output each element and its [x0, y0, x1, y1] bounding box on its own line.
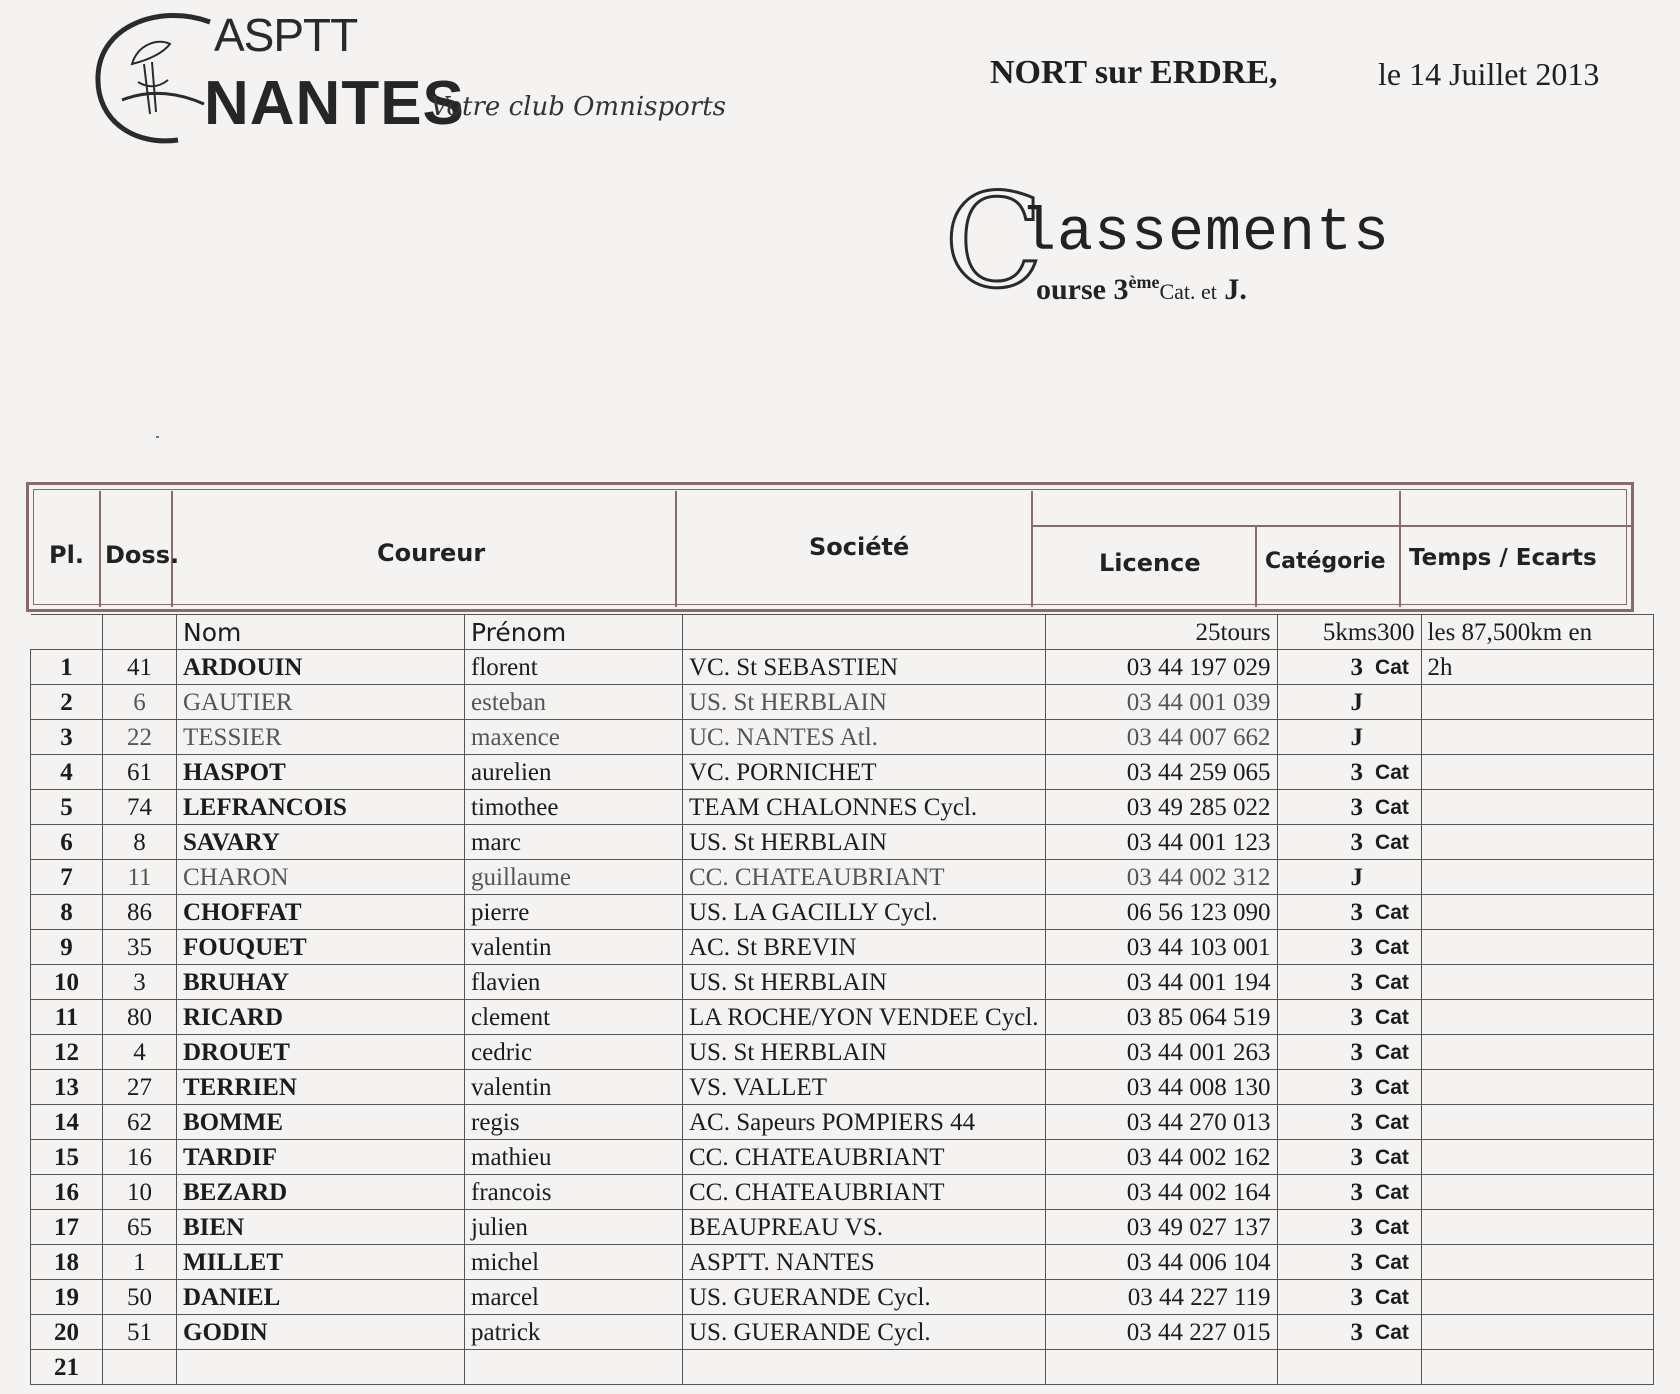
nom-cell: CHOFFAT: [177, 895, 465, 930]
licence-cell: 03 44 001 039: [1045, 685, 1277, 720]
licence-cell: 03 44 259 065: [1045, 755, 1277, 790]
prenom-cell: maxence: [465, 720, 683, 755]
table-row: [31, 1035, 1654, 1070]
place-cell: 18: [31, 1245, 103, 1280]
doss-cell: 16: [103, 1140, 177, 1175]
header-divider: [99, 491, 101, 607]
prenom-cell: mathieu: [465, 1140, 683, 1175]
logo-main-text: NANTES: [204, 69, 465, 138]
category-cell: Cat: [1369, 965, 1421, 1000]
col-licence: Licence: [1099, 549, 1201, 577]
col-coureur: Coureur: [377, 539, 486, 567]
category-number-cell: 3: [1277, 1280, 1369, 1315]
licence-cell: 06 56 123 090: [1045, 895, 1277, 930]
category-cell: Cat: [1369, 650, 1421, 685]
table-row: [31, 1105, 1654, 1140]
licence-cell: 03 44 270 013: [1045, 1105, 1277, 1140]
time-cell: [1421, 860, 1653, 895]
doss-cell: 6: [103, 685, 177, 720]
place-cell: 13: [31, 1070, 103, 1105]
category-cell: [1369, 1350, 1421, 1385]
category-cell: [1369, 720, 1421, 755]
prenom-cell: aurelien: [465, 755, 683, 790]
col-pl: Pl.: [49, 541, 84, 569]
nom-cell: TARDIF: [177, 1140, 465, 1175]
page-subtitle: [1036, 272, 1247, 307]
doss-cell: 74: [103, 790, 177, 825]
societe-cell: VC. St SEBASTIEN: [683, 650, 1046, 685]
time-cell: [1421, 1035, 1653, 1070]
place-cell: 12: [31, 1035, 103, 1070]
nom-cell: BRUHAY: [177, 965, 465, 1000]
place-cell: 4: [31, 755, 103, 790]
doss-cell: 51: [103, 1315, 177, 1350]
nom-cell: ARDOUIN: [177, 650, 465, 685]
logo-top-text: ASPTT: [214, 9, 358, 61]
doss-cell: 80: [103, 1000, 177, 1035]
table-row: [31, 685, 1654, 720]
societe-cell: US. LA GACILLY Cycl.: [683, 895, 1046, 930]
category-cell: Cat: [1369, 825, 1421, 860]
time-cell: [1421, 1350, 1653, 1385]
nom-cell: [177, 1350, 465, 1385]
prenom-cell: francois: [465, 1175, 683, 1210]
nom-cell: SAVARY: [177, 825, 465, 860]
doss-cell: 27: [103, 1070, 177, 1105]
doss-cell: 10: [103, 1175, 177, 1210]
societe-cell: AC. St BREVIN: [683, 930, 1046, 965]
place-cell: 20: [31, 1315, 103, 1350]
sub-empty: [683, 615, 1046, 650]
table-row: [31, 1140, 1654, 1175]
time-cell: [1421, 1105, 1653, 1140]
societe-cell: UC. NANTES Atl.: [683, 720, 1046, 755]
time-cell: [1421, 1210, 1653, 1245]
time-cell: [1421, 965, 1653, 1000]
prenom-cell: flavien: [465, 965, 683, 1000]
table-row: [31, 650, 1654, 685]
sub-empty: [31, 615, 103, 650]
place-cell: 7: [31, 860, 103, 895]
place-cell: 3: [31, 720, 103, 755]
nom-cell: TESSIER: [177, 720, 465, 755]
event-place: NORT sur ERDRE,: [990, 54, 1278, 91]
header-divider: [1399, 491, 1401, 607]
category-number-cell: J: [1277, 860, 1369, 895]
nom-cell: CHARON: [177, 860, 465, 895]
prenom-cell: marcel: [465, 1280, 683, 1315]
table-row: [31, 1245, 1654, 1280]
place-cell: 16: [31, 1175, 103, 1210]
category-cell: Cat: [1369, 1000, 1421, 1035]
time-cell: [1421, 1000, 1653, 1035]
societe-cell: TEAM CHALONNES Cycl.: [683, 790, 1046, 825]
speck: [156, 436, 159, 438]
category-cell: Cat: [1369, 1105, 1421, 1140]
table-row: [31, 1350, 1654, 1385]
category-number-cell: 3: [1277, 1315, 1369, 1350]
place-cell: 2: [31, 685, 103, 720]
category-number-cell: 3: [1277, 1210, 1369, 1245]
doss-cell: 1: [103, 1245, 177, 1280]
time-cell: [1421, 1280, 1653, 1315]
place-cell: 15: [31, 1140, 103, 1175]
nom-cell: DANIEL: [177, 1280, 465, 1315]
place-cell: 1: [31, 650, 103, 685]
societe-cell: US. St HERBLAIN: [683, 825, 1046, 860]
subtitle-cat: Cat. et: [1159, 279, 1217, 304]
table-row: [31, 965, 1654, 1000]
table-row: [31, 1280, 1654, 1315]
prenom-cell: esteban: [465, 685, 683, 720]
table-row: [31, 860, 1654, 895]
prenom-cell: [465, 1350, 683, 1385]
category-number-cell: 3: [1277, 895, 1369, 930]
header-divider: [1031, 525, 1631, 527]
place-cell: 21: [31, 1350, 103, 1385]
place-cell: 6: [31, 825, 103, 860]
event-date: le 14 Juillet 2013: [1378, 56, 1600, 92]
societe-cell: CC. CHATEAUBRIANT: [683, 860, 1046, 895]
category-number-cell: 3: [1277, 1140, 1369, 1175]
title-initial: C: [944, 165, 1044, 317]
societe-cell: US. GUERANDE Cycl.: [683, 1280, 1046, 1315]
licence-cell: 03 44 008 130: [1045, 1070, 1277, 1105]
prenom-cell: valentin: [465, 1070, 683, 1105]
table-row: [31, 1315, 1654, 1350]
subheader-row: [31, 615, 1654, 650]
nom-cell: BOMME: [177, 1105, 465, 1140]
table-row: [31, 930, 1654, 965]
category-number-cell: J: [1277, 720, 1369, 755]
col-categorie: Catégorie: [1265, 549, 1386, 574]
table-row: [31, 1070, 1654, 1105]
category-number-cell: 3: [1277, 1105, 1369, 1140]
doss-cell: [103, 1350, 177, 1385]
table-row: [31, 1210, 1654, 1245]
header-divider: [675, 491, 677, 607]
table-row: [31, 790, 1654, 825]
societe-cell: US. St HERBLAIN: [683, 965, 1046, 1000]
time-cell: [1421, 1315, 1653, 1350]
category-cell: [1369, 685, 1421, 720]
col-societe: Société: [809, 533, 910, 561]
prenom-cell: patrick: [465, 1315, 683, 1350]
doss-cell: 61: [103, 755, 177, 790]
category-number-cell: 3: [1277, 1035, 1369, 1070]
time-cell: [1421, 930, 1653, 965]
societe-cell: US. St HERBLAIN: [683, 1035, 1046, 1070]
category-number-cell: [1277, 1350, 1369, 1385]
category-cell: Cat: [1369, 1210, 1421, 1245]
place-cell: 14: [31, 1105, 103, 1140]
category-number-cell: 3: [1277, 1245, 1369, 1280]
time-cell: [1421, 1070, 1653, 1105]
header-divider: [1031, 491, 1033, 607]
category-number-cell: J: [1277, 685, 1369, 720]
table-row: [31, 1000, 1654, 1035]
category-cell: Cat: [1369, 930, 1421, 965]
societe-cell: ASPTT. NANTES: [683, 1245, 1046, 1280]
place-cell: 8: [31, 895, 103, 930]
table-row: [31, 1175, 1654, 1210]
place-cell: 11: [31, 1000, 103, 1035]
licence-cell: 03 44 227 015: [1045, 1315, 1277, 1350]
prenom-cell: timothee: [465, 790, 683, 825]
doss-cell: 11: [103, 860, 177, 895]
licence-cell: 03 44 103 001: [1045, 930, 1277, 965]
doss-cell: 4: [103, 1035, 177, 1070]
time-cell: [1421, 825, 1653, 860]
licence-cell: 03 44 002 312: [1045, 860, 1277, 895]
header-divider: [1255, 525, 1257, 607]
doss-cell: 41: [103, 650, 177, 685]
nom-cell: BEZARD: [177, 1175, 465, 1210]
time-cell: 2h: [1421, 650, 1653, 685]
licence-cell: 03 44 002 162: [1045, 1140, 1277, 1175]
place-cell: 5: [31, 790, 103, 825]
nom-cell: MILLET: [177, 1245, 465, 1280]
societe-cell: BEAUPREAU VS.: [683, 1210, 1046, 1245]
category-number-cell: 3: [1277, 825, 1369, 860]
table-header: [26, 482, 1634, 612]
doss-cell: 22: [103, 720, 177, 755]
time-cell: [1421, 685, 1653, 720]
licence-cell: 03 49 285 022: [1045, 790, 1277, 825]
prenom-cell: valentin: [465, 930, 683, 965]
place-cell: 19: [31, 1280, 103, 1315]
sub-total: les 87,500km en: [1421, 615, 1653, 650]
category-cell: Cat: [1369, 1035, 1421, 1070]
table-row: [31, 720, 1654, 755]
licence-cell: [1045, 1350, 1277, 1385]
results-table: [30, 614, 1654, 1385]
category-cell: Cat: [1369, 1140, 1421, 1175]
subtitle-sup: ème: [1128, 272, 1160, 292]
category-cell: Cat: [1369, 895, 1421, 930]
place-cell: 10: [31, 965, 103, 1000]
prenom-cell: guillaume: [465, 860, 683, 895]
doss-cell: 86: [103, 895, 177, 930]
nom-cell: DROUET: [177, 1035, 465, 1070]
licence-cell: 03 44 001 194: [1045, 965, 1277, 1000]
prenom-cell: clement: [465, 1000, 683, 1035]
club-logo: [92, 4, 732, 154]
licence-cell: 03 85 064 519: [1045, 1000, 1277, 1035]
logo-tagline: Votre club Omnisports: [430, 92, 726, 122]
time-cell: [1421, 895, 1653, 930]
col-temps: Temps / Ecarts: [1409, 545, 1597, 571]
category-cell: Cat: [1369, 1315, 1421, 1350]
col-doss: Doss.: [105, 541, 180, 569]
doss-cell: 35: [103, 930, 177, 965]
societe-cell: US. St HERBLAIN: [683, 685, 1046, 720]
category-cell: [1369, 860, 1421, 895]
societe-cell: AC. Sapeurs POMPIERS 44: [683, 1105, 1046, 1140]
time-cell: [1421, 720, 1653, 755]
prenom-cell: michel: [465, 1245, 683, 1280]
licence-cell: 03 44 002 164: [1045, 1175, 1277, 1210]
doss-cell: 50: [103, 1280, 177, 1315]
page-title: lassements: [1020, 200, 1391, 268]
societe-cell: VC. PORNICHET: [683, 755, 1046, 790]
table-row: [31, 755, 1654, 790]
prenom-cell: pierre: [465, 895, 683, 930]
time-cell: [1421, 1175, 1653, 1210]
doss-cell: 65: [103, 1210, 177, 1245]
societe-cell: US. GUERANDE Cycl.: [683, 1315, 1046, 1350]
category-cell: Cat: [1369, 1245, 1421, 1280]
place-cell: 9: [31, 930, 103, 965]
category-cell: Cat: [1369, 1070, 1421, 1105]
sub-empty: [103, 615, 177, 650]
category-cell: Cat: [1369, 1175, 1421, 1210]
doss-cell: 8: [103, 825, 177, 860]
subtitle-end: J.: [1224, 273, 1247, 306]
societe-cell: LA ROCHE/YON VENDEE Cycl.: [683, 1000, 1046, 1035]
licence-cell: 03 49 027 137: [1045, 1210, 1277, 1245]
societe-cell: CC. CHATEAUBRIANT: [683, 1140, 1046, 1175]
nom-cell: HASPOT: [177, 755, 465, 790]
licence-cell: 03 44 001 263: [1045, 1035, 1277, 1070]
licence-cell: 03 44 001 123: [1045, 825, 1277, 860]
nom-cell: FOUQUET: [177, 930, 465, 965]
societe-cell: CC. CHATEAUBRIANT: [683, 1175, 1046, 1210]
licence-cell: 03 44 227 119: [1045, 1280, 1277, 1315]
prenom-cell: marc: [465, 825, 683, 860]
sub-nom: Nom: [177, 615, 465, 650]
category-number-cell: 3: [1277, 930, 1369, 965]
prenom-cell: cedric: [465, 1035, 683, 1070]
category-number-cell: 3: [1277, 1070, 1369, 1105]
societe-cell: VS. VALLET: [683, 1070, 1046, 1105]
time-cell: [1421, 1245, 1653, 1280]
category-cell: Cat: [1369, 755, 1421, 790]
category-number-cell: 3: [1277, 650, 1369, 685]
table-row: [31, 825, 1654, 860]
time-cell: [1421, 790, 1653, 825]
prenom-cell: florent: [465, 650, 683, 685]
prenom-cell: regis: [465, 1105, 683, 1140]
table-row: [31, 895, 1654, 930]
doss-cell: 62: [103, 1105, 177, 1140]
place-cell: 17: [31, 1210, 103, 1245]
time-cell: [1421, 1140, 1653, 1175]
sub-tours: 25tours: [1045, 615, 1277, 650]
prenom-cell: julien: [465, 1210, 683, 1245]
licence-cell: 03 44 197 029: [1045, 650, 1277, 685]
doss-cell: 3: [103, 965, 177, 1000]
sub-distance: 5kms300: [1277, 615, 1421, 650]
nom-cell: RICARD: [177, 1000, 465, 1035]
nom-cell: TERRIEN: [177, 1070, 465, 1105]
nom-cell: BIEN: [177, 1210, 465, 1245]
societe-cell: [683, 1350, 1046, 1385]
nom-cell: GODIN: [177, 1315, 465, 1350]
category-number-cell: 3: [1277, 965, 1369, 1000]
subtitle-main: ourse 3: [1036, 273, 1129, 306]
nom-cell: LEFRANCOIS: [177, 790, 465, 825]
licence-cell: 03 44 007 662: [1045, 720, 1277, 755]
sub-prenom: Prénom: [465, 615, 683, 650]
category-cell: Cat: [1369, 790, 1421, 825]
licence-cell: 03 44 006 104: [1045, 1245, 1277, 1280]
category-number-cell: 3: [1277, 1000, 1369, 1035]
category-number-cell: 3: [1277, 1175, 1369, 1210]
time-cell: [1421, 755, 1653, 790]
category-number-cell: 3: [1277, 755, 1369, 790]
category-number-cell: 3: [1277, 790, 1369, 825]
category-cell: Cat: [1369, 1280, 1421, 1315]
nom-cell: GAUTIER: [177, 685, 465, 720]
